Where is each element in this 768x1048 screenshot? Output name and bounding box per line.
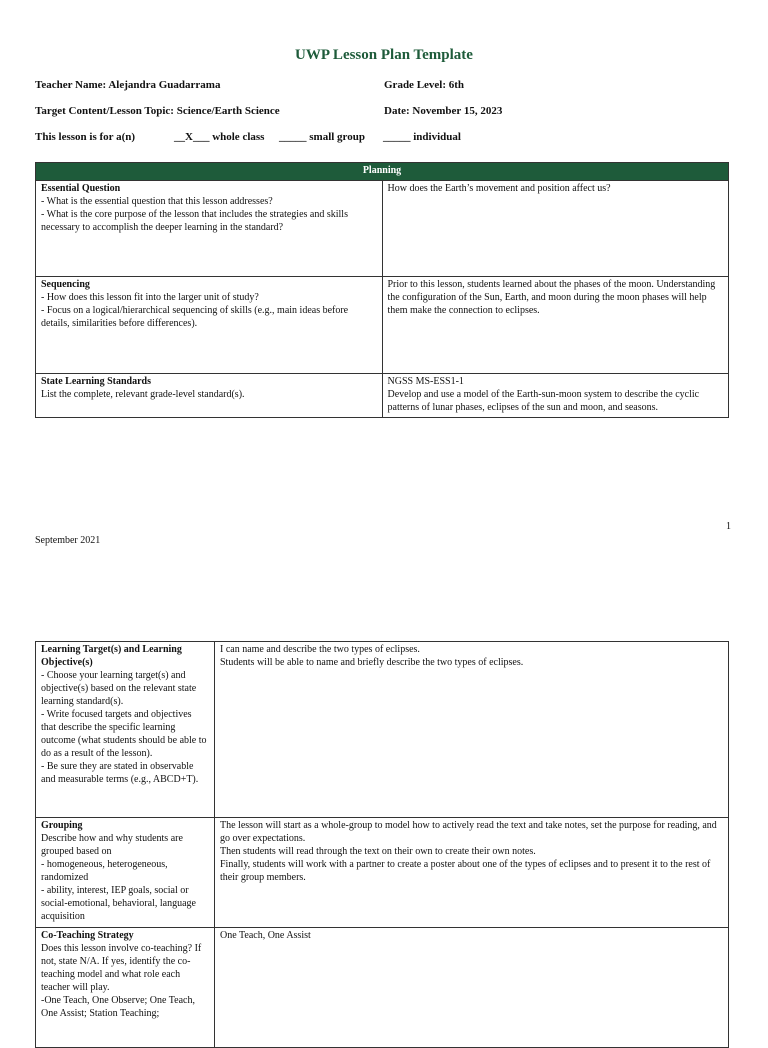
row-content: How does the Earth’s movement and position affect us? [382,181,729,277]
row-label: State Learning Standards [41,376,152,387]
row-content: The lesson will start as a whole-group to model how to actively read the text and take notes, set the purpose for reading, and go over expectations. Then students will read through the text on their own to create their own notes. Finally, students will work with a partner to create a poster about one of the types of eclipses and to present it to the rest of their group members. [215,818,729,928]
grade-level: Grade Level: 6th [384,79,465,91]
table-row [36,928,729,1048]
row-label: Sequencing [41,279,90,290]
row-content: NGSS MS-ESS1-1 Develop and use a model of the Earth-sun-moon system to describe the cyclic patterns of lunar phases, eclipses of the sun and moon, and seasons. [382,374,729,418]
table-row [36,277,729,374]
row-description: - How does this lesson fit into the larger unit of study? - Focus on a logical/hierarchical sequencing of skills (e.g., main ideas before details, similarities before differences). [41,292,349,329]
planning-header: Planning [36,163,729,181]
table-row [36,181,729,277]
document-title: UWP Lesson Plan Template [295,47,473,63]
option-individual: _____ individual [383,131,461,143]
row-description: - What is the essential question that this lesson addresses? - What is the core purpose of the lesson that includes the strategies and skills necessary to accomplish the deeper learning in the standard? [41,196,348,233]
row-label-cell [36,181,383,277]
row-label-cell [36,928,215,1048]
teacher-name: Teacher Name: Alejandra Guadarrama [35,79,221,91]
table-row [36,374,729,418]
table-row [36,818,729,928]
row-label: Co-Teaching Strategy [41,930,134,941]
row-label: Learning Target(s) and Learning Objective(s) [41,644,182,668]
row-label-cell [36,374,383,418]
table-row [36,642,729,818]
row-description: - Choose your learning target(s) and objective(s) based on the relevant state learning standard(s). - Write focused targets and objectives that describe the specific learning outcome (what students should be able to do as a result of the lesson). - Be sure they are stated in observable and measurable terms (e.g., ABCD+T). [41,670,207,785]
row-label-cell [36,642,215,818]
row-content: I can name and describe the two types of eclipses. Students will be able to name and briefly describe the two types of eclipses. [215,642,729,818]
lesson-topic: Target Content/Lesson Topic: Science/Earth Science [35,105,280,117]
option-whole-class: __X___ whole class [174,131,265,143]
page-number: 1 [726,521,731,532]
row-label: Grouping [41,820,83,831]
row-description: Describe how and why students are grouped based on - homogeneous, heterogeneous, randomized - ability, interest, IEP goals, social or social-emotional, behavioral, language acquisition [41,833,196,922]
option-small-group: _____ small group [279,131,365,143]
row-label-cell [36,818,215,928]
planning-table [35,162,729,418]
row-description: Does this lesson involve co-teaching? If not, state N/A. If yes, identify the co-teaching model and what role each teacher will play. -One Teach, One Observe; One Teach, One Assist; Station Teaching; [41,943,202,1019]
planning-header-row [36,163,729,181]
footer-date: September 2021 [35,535,101,546]
planning-table-continued [35,641,729,1048]
row-description: List the complete, relevant grade-level standard(s). [41,389,245,400]
row-label: Essential Question [41,183,121,194]
lesson-for-label: This lesson is for a(n) [35,131,136,143]
row-content: Prior to this lesson, students learned about the phases of the moon. Understanding the configuration of the Sun, Earth, and moon during the moon phases will help them make the connection to eclipses. [382,277,729,374]
lesson-date: Date: November 15, 2023 [384,105,503,117]
row-content: One Teach, One Assist [215,928,729,1048]
row-label-cell [36,277,383,374]
